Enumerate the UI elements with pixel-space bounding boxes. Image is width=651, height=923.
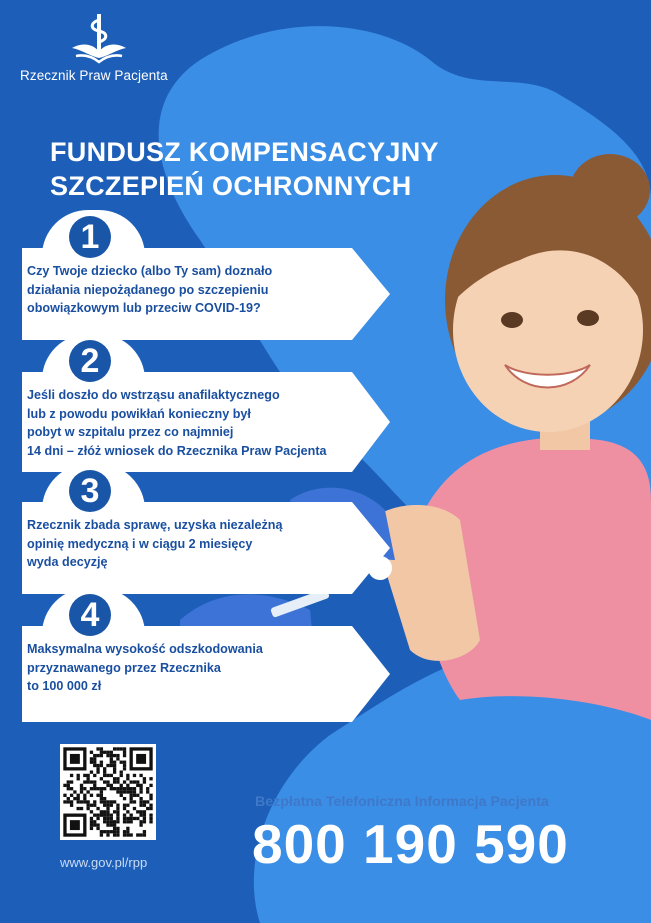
- step-text: [27, 262, 372, 318]
- step-text: [27, 516, 372, 572]
- step-number: 4: [69, 594, 111, 636]
- step-line: Jeśli doszło do wstrząsu anafilaktycznego: [27, 388, 280, 402]
- step-line: działania niepożądanego po szczepieniu: [27, 282, 269, 297]
- qr-code-icon[interactable]: [60, 744, 156, 840]
- qr-pattern: [60, 744, 156, 840]
- logo: [20, 12, 180, 92]
- step-line: pobyt w szpitalu przez co najmniej: [27, 425, 234, 439]
- step-number: 2: [69, 340, 111, 382]
- caduceus-icon: [68, 12, 130, 66]
- step-line: przyznawanego przez Rzecznika: [27, 660, 221, 675]
- step-line: 14 dni – złóż wniosek do Rzecznika Praw Pacjenta: [27, 443, 327, 458]
- step-line: obowiązkowym lub przeciw COVID-19?: [27, 301, 261, 315]
- step-text: [27, 386, 372, 460]
- footer-url[interactable]: www.gov.pl/rpp: [60, 855, 148, 870]
- step-line: lub z powodu powikłań konieczny był: [27, 406, 251, 421]
- step-line: Maksymalna wysokość odszkodowania: [27, 642, 263, 656]
- page-title: [50, 135, 439, 203]
- step-line: opinię medyczną i w ciągu 2 miesięcy: [27, 536, 253, 551]
- title-line-2: SZCZEPIEŃ OCHRONNYCH: [50, 171, 412, 201]
- step-number: 3: [69, 470, 111, 512]
- logo-text: Rzecznik Praw Pacjenta: [20, 68, 168, 83]
- step-line: wyda decyzję: [27, 555, 108, 569]
- hotline-number[interactable]: 800 190 590: [252, 813, 569, 875]
- step-text: [27, 640, 372, 696]
- title-line-1: FUNDUSZ KOMPENSACYJNY: [50, 137, 439, 167]
- step-line: to 100 000 zł: [27, 679, 102, 693]
- hotline-label: Bezpłatna Telefoniczna Informacja Pacjenta: [255, 794, 549, 810]
- step-number: 1: [69, 216, 111, 258]
- step-line: Czy Twoje dziecko (albo Ty sam) doznało: [27, 264, 273, 278]
- step-line: Rzecznik zbada sprawę, uzyska niezależną: [27, 518, 283, 532]
